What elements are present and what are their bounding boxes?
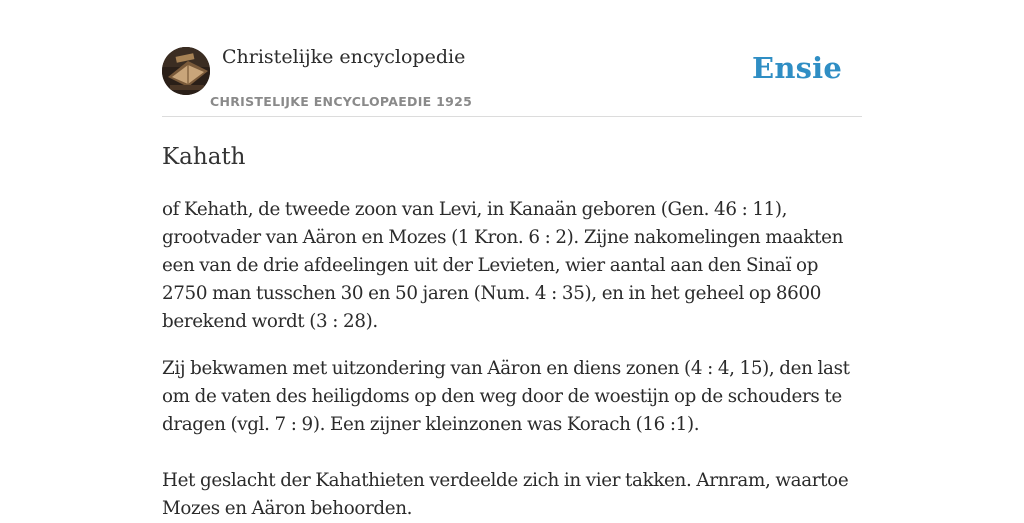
brand-logo[interactable]: Ensie [752,51,842,85]
source-subtitle: CHRISTELIJKE ENCYCLOPAEDIE 1925 [210,94,473,109]
article-paragraph-2: Zij bekwamen met uitzondering van Aäron en diens zonen (4 : 4, 15), den last om de vaten des heiligdoms op den weg door de woestijn op de schouders te dragen (vgl. 7 : 9). Een zijner kleinzonen was Korach (16 :1). [162,358,850,435]
article-title: Kahath [162,144,246,170]
source-avatar[interactable] [162,47,210,95]
source-header [162,0,862,117]
article-container [162,0,862,523]
source-name[interactable]: Christelijke encyclopedie [222,46,466,68]
article-paragraph-3: Het geslacht der Kahathieten verdeelde zich in vier takken. Arnram, waartoe Mozes en Aäron behoorden. [162,470,849,519]
book-icon [162,47,210,95]
article-paragraph-1: of Kehath, de tweede zoon van Levi, in Kanaän geboren (Gen. 46 : 11), grootvader van Aäron en Mozes (1 Kron. 6 : 2). Zijne nakomelingen maakten een van de drie afdeelingen uit der Levieten, wier aantal aan den Sinaï op 2750 man tusschen 30 en 50 jaren (Num. 4 : 35), en in het geheel op 8600 berekend wordt (3 : 28). [162,199,843,332]
